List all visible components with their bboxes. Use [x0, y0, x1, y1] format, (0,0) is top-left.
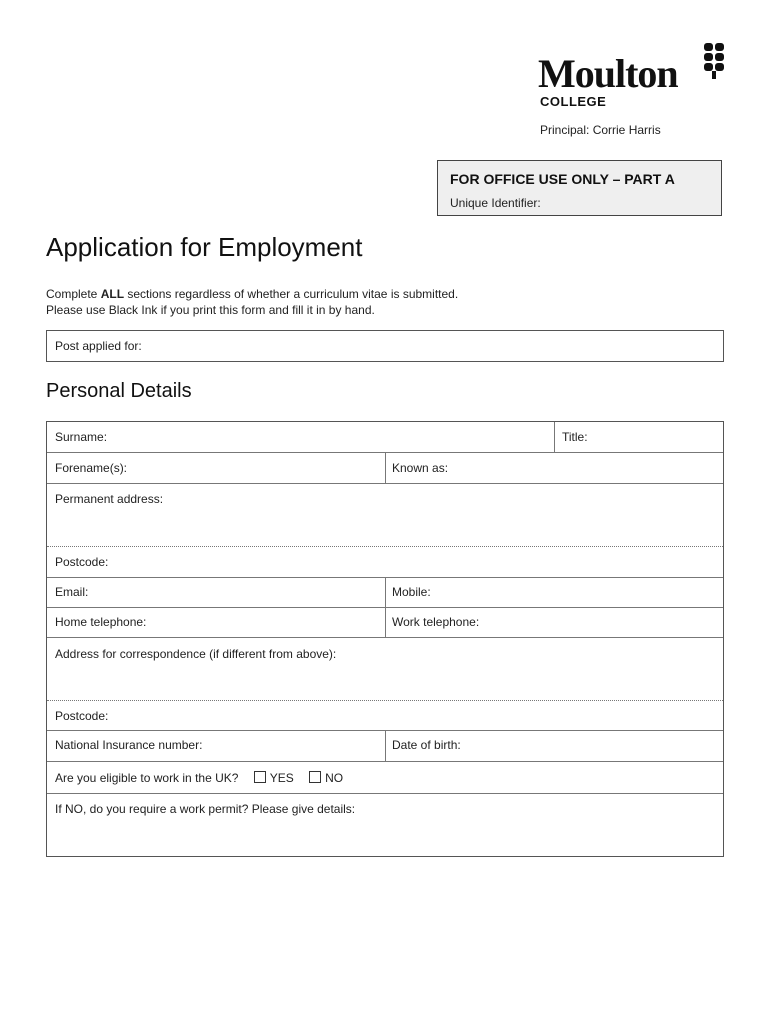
- permanent-address-field[interactable]: [47, 484, 723, 547]
- page-title: Application for Employment: [46, 232, 363, 262]
- no-checkbox[interactable]: [309, 771, 321, 783]
- correspondence-address-field[interactable]: [47, 638, 723, 701]
- work-permit-label: If NO, do you require a work permit? Please give details:: [55, 802, 356, 816]
- yes-checkbox[interactable]: [254, 771, 266, 783]
- principal-name: Principal: Corrie Harris: [540, 123, 661, 137]
- known-as-field[interactable]: [386, 453, 723, 483]
- unique-identifier-label: Unique Identifier:: [450, 196, 541, 210]
- table-row: [47, 731, 723, 762]
- mobile-field[interactable]: [386, 578, 723, 607]
- post-applied-field[interactable]: [46, 330, 724, 362]
- correspondence-address-label: Address for correspondence (if different from above):: [55, 647, 337, 661]
- title-label: Title:: [562, 430, 588, 444]
- email-field[interactable]: [47, 578, 385, 607]
- postcode-label: Postcode:: [55, 709, 109, 723]
- postcode-field[interactable]: [47, 547, 723, 578]
- forenames-label: Forename(s):: [55, 461, 128, 475]
- table-row: [47, 578, 723, 608]
- table-row: [47, 422, 723, 453]
- office-use-box: [437, 160, 722, 216]
- work-telephone-field[interactable]: [386, 608, 723, 637]
- known-as-label: Known as:: [392, 461, 449, 475]
- yes-label: YES: [269, 771, 294, 785]
- personal-details-table: [46, 421, 724, 857]
- table-row: [47, 762, 723, 794]
- date-of-birth-field[interactable]: [386, 731, 723, 761]
- correspondence-postcode-field[interactable]: [47, 701, 723, 731]
- work-permit-field[interactable]: [47, 794, 723, 856]
- table-row: [47, 608, 723, 638]
- no-label: NO: [325, 771, 344, 785]
- postcode-label: Postcode:: [55, 555, 109, 569]
- national-insurance-label: National Insurance number:: [55, 738, 203, 752]
- permanent-address-label: Permanent address:: [55, 492, 164, 506]
- table-row: [47, 453, 723, 484]
- national-insurance-field[interactable]: [47, 731, 385, 761]
- forenames-field[interactable]: [47, 453, 385, 483]
- mobile-label: Mobile:: [392, 585, 431, 599]
- college-logo-subtitle: COLLEGE: [540, 94, 607, 109]
- surname-field[interactable]: [47, 422, 554, 452]
- email-label: Email:: [55, 585, 89, 599]
- post-applied-label: Post applied for:: [55, 339, 142, 353]
- home-telephone-field[interactable]: [47, 608, 385, 637]
- intro-text: Complete ALL sections regardless of whether a curriculum vitae is submitted. Please use Black Ink if you print this form and fill it in by hand.: [46, 287, 459, 317]
- college-logo-wordmark: Moulton: [538, 51, 678, 96]
- work-eligibility-question: Are you eligible to work in the UK? YES NO: [55, 771, 344, 785]
- wheat-logo-icon: [702, 43, 726, 81]
- title-field[interactable]: [555, 422, 723, 452]
- section-title-personal-details: Personal Details: [46, 380, 192, 402]
- office-use-title: FOR OFFICE USE ONLY – PART A: [450, 171, 675, 187]
- work-telephone-label: Work telephone:: [392, 615, 480, 629]
- home-telephone-label: Home telephone:: [55, 615, 147, 629]
- date-of-birth-label: Date of birth:: [392, 738, 461, 752]
- surname-label: Surname:: [55, 430, 108, 444]
